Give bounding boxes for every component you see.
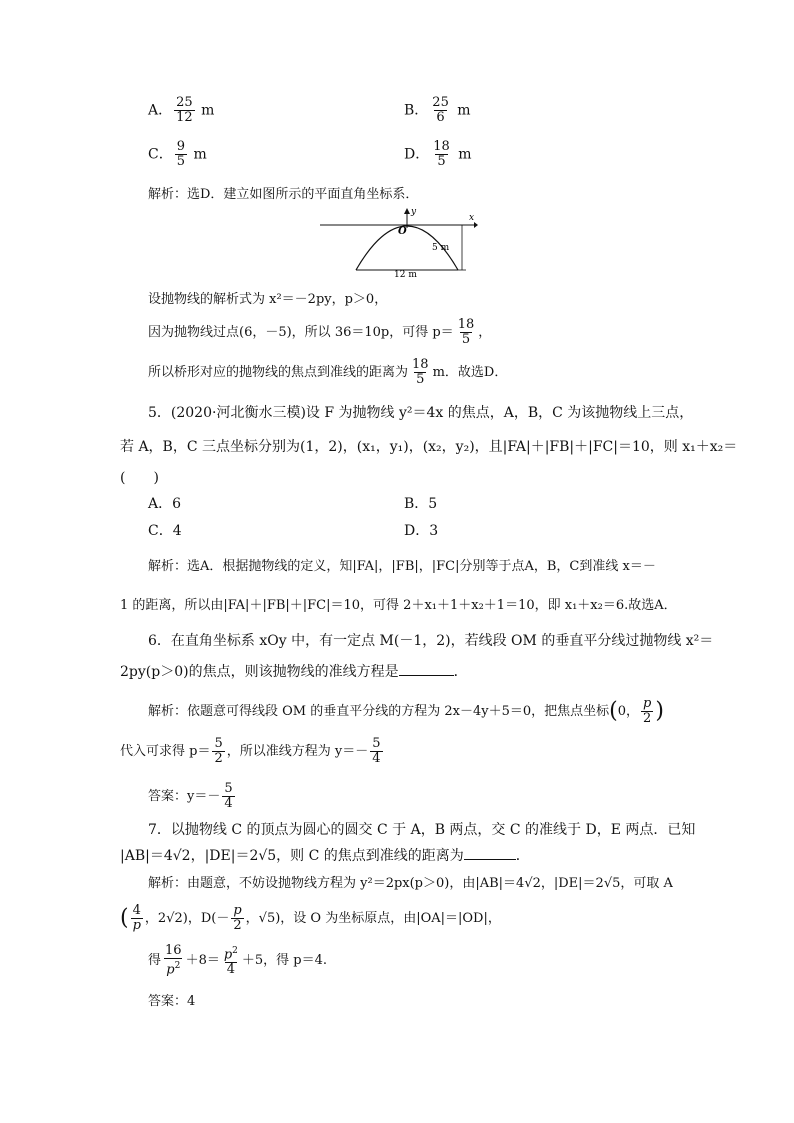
q7-stem-line1: 7．以抛物线 C 的顶点为圆心的圆交 C 于 A，B 两点，交 C 的准线于 D，E 两点．已知 (148, 822, 696, 838)
q5-stem-line2: 若 A，B，C 三点坐标分别为(1，2)，(x₁，y₁)，(x₂，y₂)，且|FA|＋|FB|＋|FC|＝10，则 x₁＋x₂＝ (120, 439, 738, 455)
height-label: 5 m (432, 243, 450, 253)
width-label: 12 m (394, 270, 417, 278)
q5-solution-line1: 解析：选A．根据抛物线的定义，知|FA|，|FB|，|FC|分别等于点A，B，C到准线 x＝－ (148, 559, 656, 574)
answer-blank (399, 675, 454, 676)
q7-solution-line1: 解析：由题意，不妨设抛物线方程为 y²＝2px(p＞0)，由|AB|＝4√2，|DE|＝2√5，可取 A (148, 876, 673, 891)
q5-option-b: B．5 (404, 496, 438, 512)
q4-solution-line1: 解析：选D．建立如图所示的平面直角坐标系． (148, 187, 419, 202)
q5-option-d: D．3 (404, 523, 439, 539)
q6-solution-line2: 代入可求得 p＝ $\frac{5}{2}$ ，所以准线方程为 y＝－ $\frac{5}{4}$ (120, 736, 381, 766)
answer-blank (464, 859, 516, 860)
q6-solution-line1: 解析：依题意可得线段 OM 的垂直平分线的方程为 2x－4y＋5＝0，把焦点坐标(0， $\frac{p}{2}$ ) (148, 696, 664, 726)
q6-stem-line2: 2py(p＞0)的焦点，则该抛物线的准线方程是 ． (120, 664, 468, 680)
option-b: B． $\frac{25}{6}$ m (404, 95, 471, 125)
y-axis-arrow-icon (404, 208, 410, 214)
q5-solution-line2: 1 的距离，所以由|FA|＋|FB|＋|FC|＝10，可得 2＋x₁＋1＋x₂＋1＝10，即 x₁＋x₂＝6.故选A． (120, 598, 677, 613)
q7-answer: 答案：4 (148, 994, 196, 1009)
y-axis-label: y (411, 207, 417, 217)
option-a: A． $\frac{25}{12}$ m (148, 95, 215, 125)
origin-label: O (398, 226, 407, 237)
q7-stem-line2: |AB|＝4√2，|DE|＝2√5，则 C 的焦点到准线的距离为 ． (120, 848, 530, 864)
q6-stem-line1: 6．在直角坐标系 xOy 中，有一定点 M(－1，2)，若线段 OM 的垂直平分线过抛物线 x²＝ (148, 633, 714, 649)
x-axis-arrow-icon (474, 222, 478, 228)
q5-stem-line1: 5．(2020·河北衡水三模)设 F 为抛物线 y²＝4x 的焦点，A，B，C 为该抛物线上三点， (148, 405, 694, 421)
q7-solution-line3: 得 $\frac{16}{p^2}$ ＋8＝ $\frac{p^2}{4}$ ＋5，得 p＝4. (148, 943, 328, 978)
parabola-figure (318, 206, 478, 278)
option-c: C． $\frac{9}{5}$ m (148, 139, 207, 169)
q5-stem-line3: ( ) (120, 470, 159, 486)
q7-solution-line2: ( $\frac{4}{p}$ ，2√2)，D(－ $\frac{p}{2}$ ，√5)，设 O 为坐标原点，由|OA|＝|OD|， (120, 903, 501, 933)
fraction: $\frac{25}{12}$ (176, 95, 193, 125)
q6-answer: 答案：y＝－ $\frac{5}{4}$ (148, 781, 233, 811)
q4-solution-line3: 因为抛物线过点(6，－5)，所以 36＝10p，可得 p＝ $\frac{18}{5}$ ， (148, 317, 492, 347)
x-axis-label: x (469, 213, 475, 223)
q5-option-c: C．4 (148, 523, 182, 539)
q4-solution-line4: 所以桥形对应的抛物线的焦点到准线的距离为 $\frac{18}{5}$ m．故选D． (148, 357, 508, 387)
option-d: D． $\frac{18}{5}$ m (404, 139, 472, 169)
q4-solution-line2: 设抛物线的解析式为 x²＝－2py，p＞0， (148, 292, 388, 307)
q5-option-a: A．6 (148, 496, 182, 512)
